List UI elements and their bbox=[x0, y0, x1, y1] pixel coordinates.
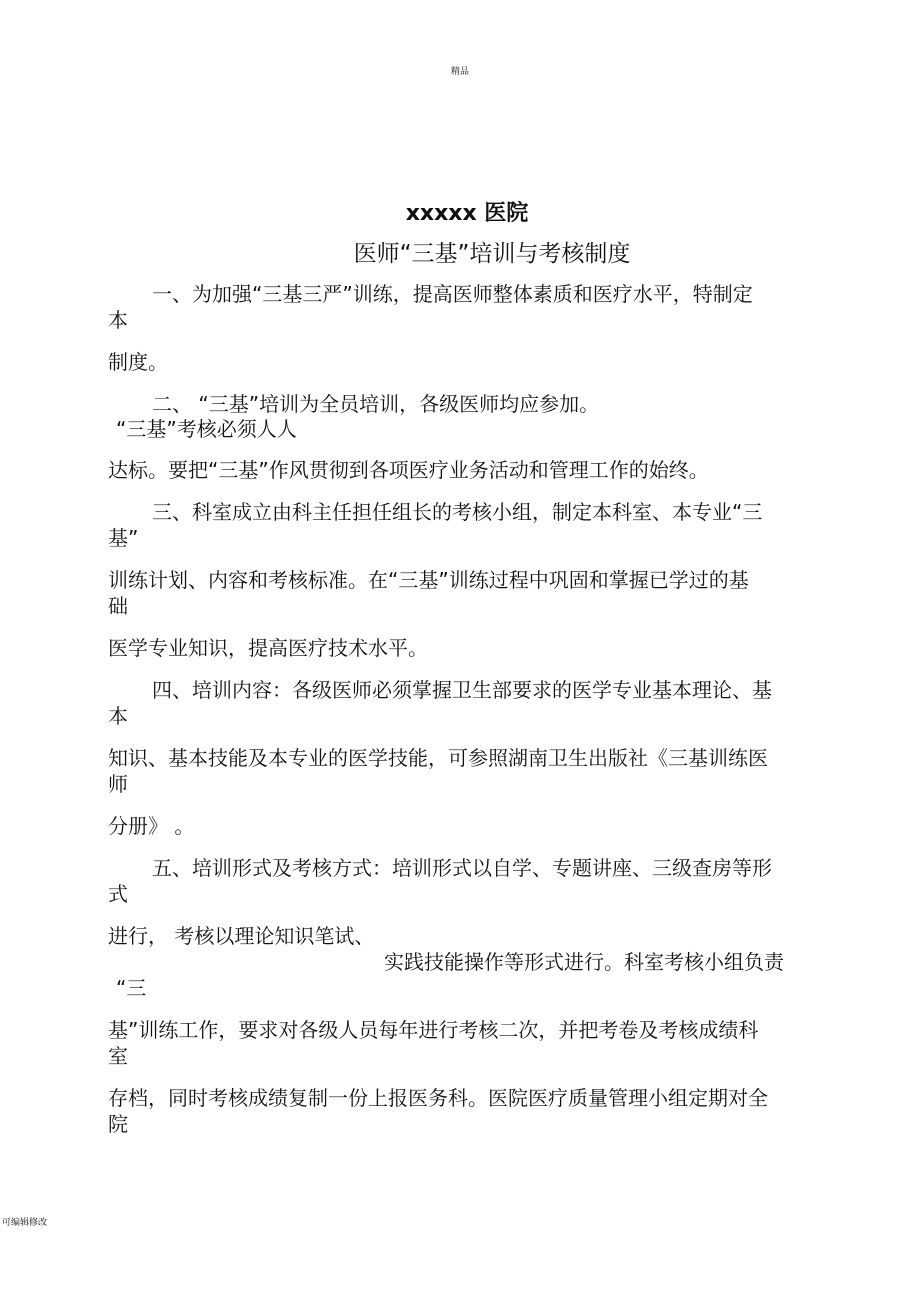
text-line: 一、为加强“三基三严”训练，提高医师整体素质和医疗水平，特制定 bbox=[152, 282, 753, 306]
text-line: 医学专业知识，提高医疗技术水平。 bbox=[108, 636, 428, 660]
header-mark: 精品 bbox=[450, 67, 469, 77]
text-line: 三、科室成立由科主任担任组长的考核小组，制定本科室、本专业“三 bbox=[152, 500, 763, 524]
text-line: 知识、基本技能及本专业的医学技能，可参照湖南卫生出版社《三基训练医 bbox=[108, 746, 768, 770]
text-line: 实践技能操作等形式进行。科室考核小组负责 bbox=[384, 950, 784, 974]
text-line: 式 bbox=[108, 882, 128, 906]
footer-mark: 可编辑修改 bbox=[2, 1218, 48, 1228]
text-line: 训练计划、内容和考核标准。在“三基”训练过程中巩固和掌握已学过的基 bbox=[108, 568, 749, 592]
text-line: 基”训练工作，要求对各级人员每年进行考核二次，并把考卷及考核成绩科 bbox=[108, 1018, 759, 1042]
text-line: 五、培训形式及考核方式：培训形式以自学、专题讲座、三级查房等形 bbox=[152, 856, 772, 880]
text-line: 基” bbox=[108, 526, 139, 550]
text-line: 进行， 考核以理论知识笔试、 bbox=[108, 924, 375, 948]
text-line: 师 bbox=[108, 772, 128, 796]
text-line: 室 bbox=[108, 1044, 128, 1068]
text-line: 本 bbox=[108, 308, 128, 332]
text-line: 四、培训内容：各级医师必须掌握卫生部要求的医学专业基本理论、基 bbox=[152, 678, 772, 702]
text-line: 制度。 bbox=[108, 350, 168, 374]
text-line: 础 bbox=[108, 594, 128, 618]
document-title: 医师“三基”培训与考核制度 bbox=[353, 241, 631, 267]
text-line: 达标。要把“三基”作风贯彻到各项医疗业务活动和管理工作的始终。 bbox=[108, 458, 709, 482]
text-line: 二、 “三基”培训为全员培训，各级医师均应参加。 bbox=[152, 392, 600, 416]
text-line: 院 bbox=[108, 1112, 128, 1136]
text-line: 本 bbox=[108, 704, 128, 728]
text-line: “三 bbox=[116, 976, 147, 1000]
text-line: “三基”考核必须人人 bbox=[116, 417, 297, 441]
text-line: 存档，同时考核成绩复制一份上报医务科。医院医疗质量管理小组定期对全 bbox=[108, 1086, 768, 1110]
text-line: 分册》 。 bbox=[108, 814, 195, 838]
hospital-title: xxxxx 医院 bbox=[405, 201, 529, 226]
